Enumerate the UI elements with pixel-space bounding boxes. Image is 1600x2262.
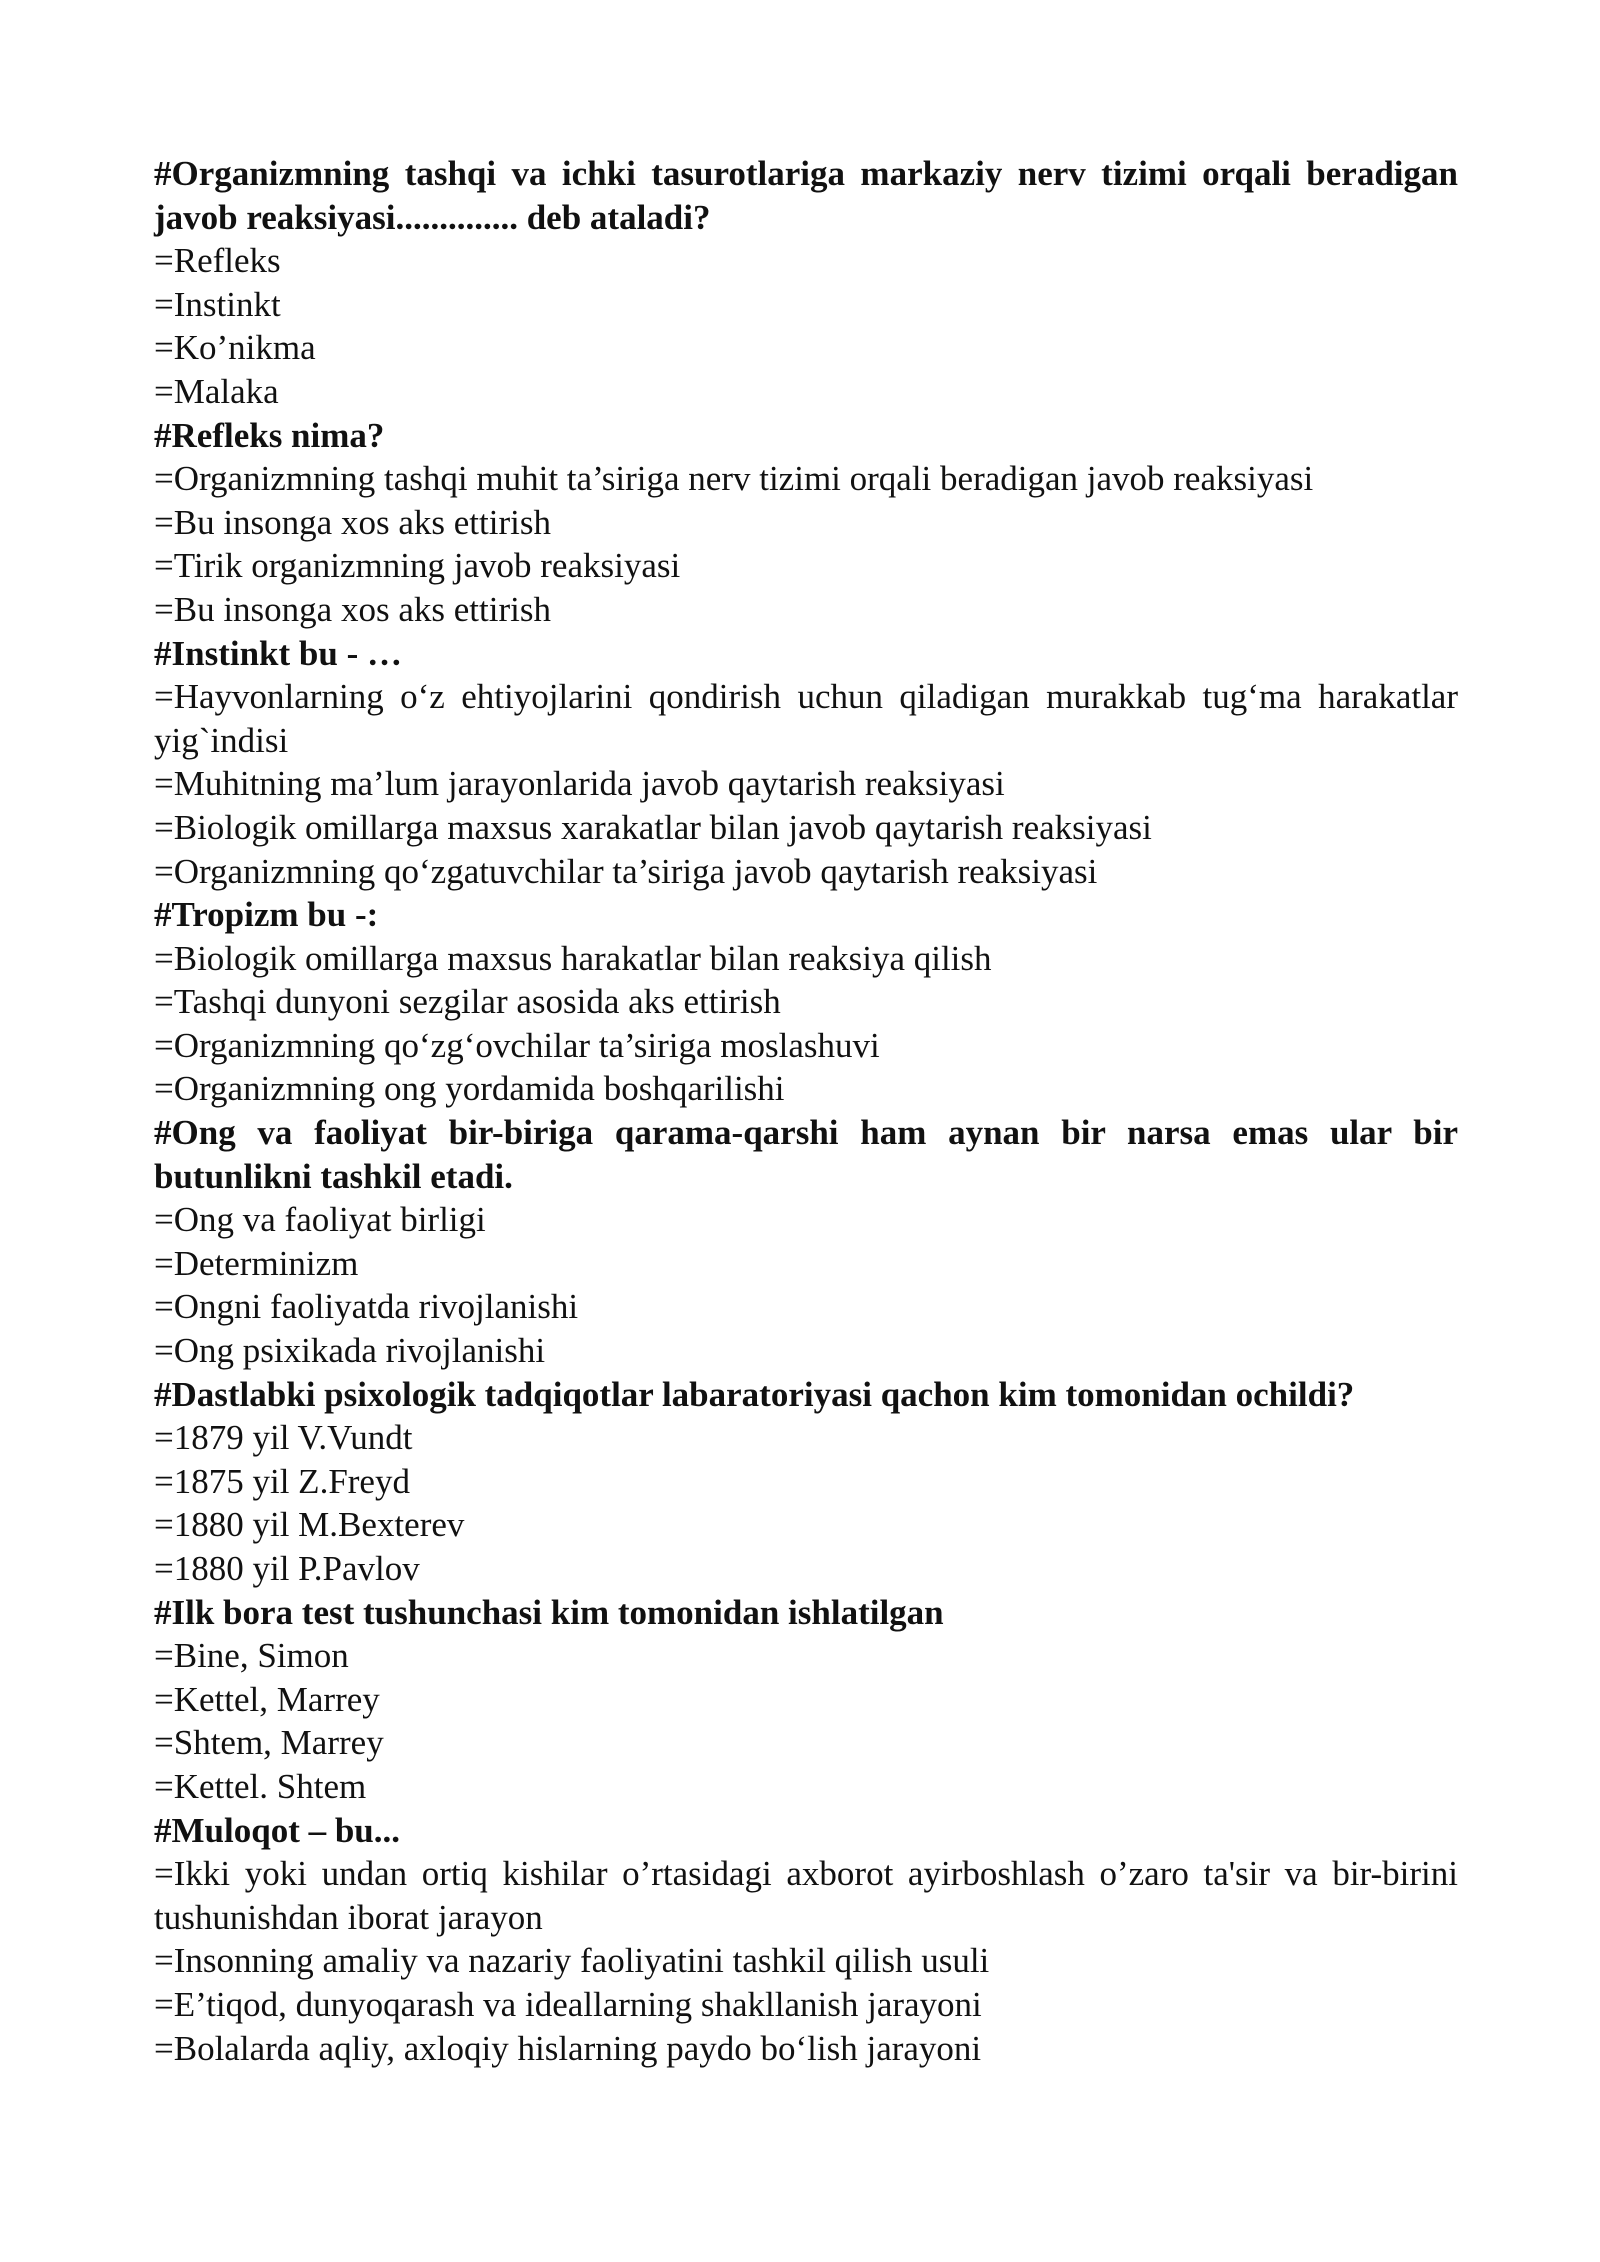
- answer-option: =Organizmning tashqi muhit ta’siriga nerv tizimi orqali beradigan javob reaksiyasi: [154, 459, 1314, 499]
- answer-option: =Insonning amaliy va nazariy faoliyatini tashkil qilish usuli: [154, 1941, 990, 1981]
- answer-option: =Malaka: [154, 371, 279, 411]
- answer-option: =1880 yil M.Bexterev: [154, 1505, 465, 1545]
- answer-option: =Hayvonlarning o‘z ehtiyojlarini qondirish uchun qiladigan murakkab tug‘ma harakatlar yig`indisi: [154, 677, 1458, 760]
- document-page: [154, 152, 1458, 2070]
- answer-option: =1879 yil V.Vundt: [154, 1418, 413, 1458]
- answer-option: =Kettel. Shtem: [154, 1766, 367, 1806]
- answer-option: =Muhitning ma’lum jarayonlarida javob qaytarish reaksiyasi: [154, 764, 1005, 804]
- answer-option: =Ko’nikma: [154, 328, 316, 368]
- answer-option: =Tirik organizmning javob reaksiyasi: [154, 546, 681, 586]
- answer-option: =Ikki yoki undan ortiq kishilar o’rtasidagi axborot ayirboshlash o’zaro ta'sir va bir-birini tushunishdan iborat jarayon: [154, 1854, 1458, 1937]
- question-text: #Muloqot – bu...: [154, 1810, 401, 1850]
- answer-option: =Shtem, Marrey: [154, 1723, 384, 1763]
- answer-option: =Ong va faoliyat birligi: [154, 1200, 486, 1240]
- answer-option: =Organizmning qo‘zg‘ovchilar ta’siriga moslashuvi: [154, 1025, 880, 1065]
- answer-option: =Biologik omillarga maxsus harakatlar bilan reaksiya qilish: [154, 938, 992, 978]
- answer-option: =Ong psixikada rivojlanishi: [154, 1331, 546, 1371]
- answer-option: =1880 yil P.Pavlov: [154, 1549, 420, 1588]
- answer-option: =Refleks: [154, 241, 281, 281]
- question-text: #Instinkt bu - …: [154, 633, 403, 673]
- answer-option: =Organizmning ong yordamida boshqarilishi: [154, 1069, 785, 1109]
- answer-option: =Ongni faoliyatda rivojlanishi: [154, 1287, 579, 1327]
- answer-option: =Tashqi dunyoni sezgilar asosida aks ettirish: [154, 982, 781, 1022]
- answer-option: =Bu insonga xos aks ettirish: [154, 589, 551, 629]
- answer-option: =Bine, Simon: [154, 1636, 349, 1676]
- answer-option: =Instinkt: [154, 284, 281, 324]
- answer-option: =Bolalarda aqliy, axloqiy hislarning paydo bo‘lish jarayoni: [154, 2028, 982, 2068]
- question-text: #Ong va faoliyat bir-biriga qarama-qarshi ham aynan bir narsa emas ular bir butunlikni tashkil etadi.: [154, 1113, 1458, 1196]
- answer-option: =E’tiqod, dunyoqarash va ideallarning shakllanish jarayoni: [154, 1984, 982, 2024]
- answer-option: =Kettel, Marrey: [154, 1679, 380, 1719]
- question-text: #Tropizm bu -:: [154, 895, 379, 935]
- question-text: #Dastlabki psixologik tadqiqotlar labaratoriyasi qachon kim tomonidan ochildi?: [154, 1374, 1355, 1414]
- answer-option: =1875 yil Z.Freyd: [154, 1461, 410, 1501]
- answer-option: =Determinizm: [154, 1243, 359, 1283]
- question-text: #Refleks nima?: [154, 415, 385, 455]
- question-text: #Ilk bora test tushunchasi kim tomonidan ishlatilgan: [154, 1592, 944, 1632]
- answer-option: =Biologik omillarga maxsus xarakatlar bilan javob qaytarish reaksiyasi: [154, 807, 1152, 847]
- answer-option: =Bu insonga xos aks ettirish: [154, 502, 551, 542]
- question-text: #Organizmning tashqi va ichki tasurotlariga markaziy nerv tizimi orqali beradigan javob reaksiyasi.............. deb ataladi?: [154, 154, 1458, 237]
- answer-option: =Organizmning qo‘zgatuvchilar ta’siriga javob qaytarish reaksiyasi: [154, 851, 1098, 891]
